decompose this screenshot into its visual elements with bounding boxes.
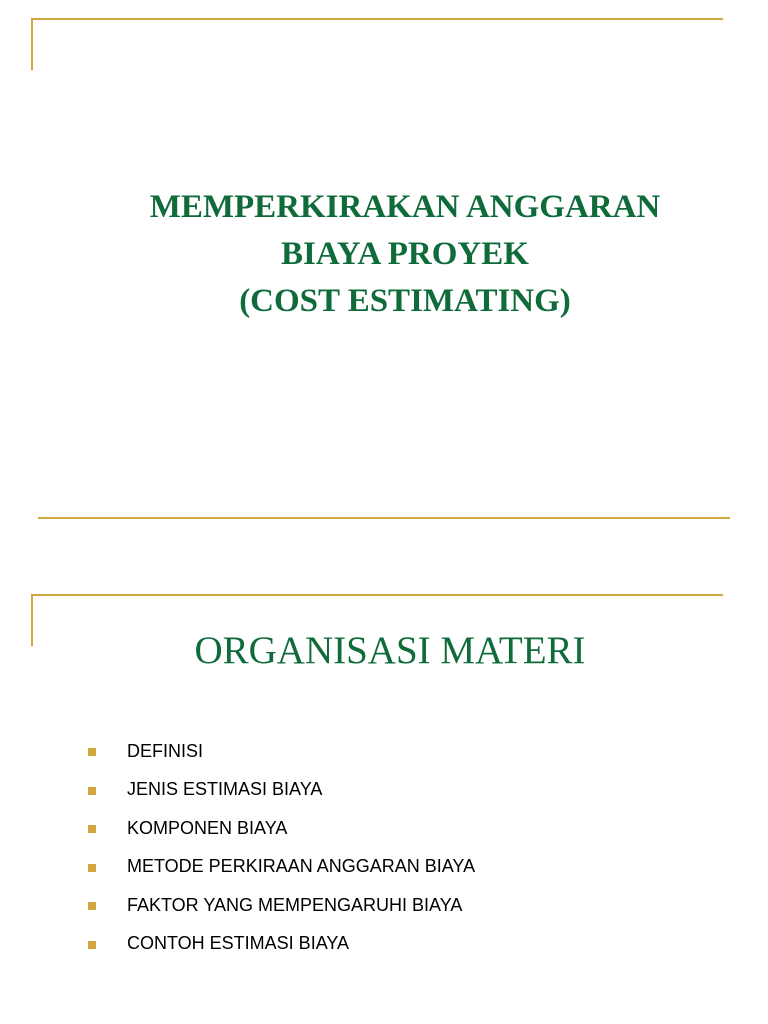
outline-list: [88, 732, 475, 963]
outline-heading: ORGANISASI MATERI: [194, 629, 586, 672]
list-item: [88, 732, 475, 771]
square-bullet-icon: [88, 748, 96, 756]
list-item-label: KOMPONEN BIAYA: [127, 817, 288, 838]
top-rule: [31, 18, 723, 20]
left-rule: [31, 18, 33, 70]
list-item-label: DEFINISI: [127, 740, 204, 761]
list-item-label: JENIS ESTIMASI BIAYA: [127, 779, 323, 800]
square-bullet-icon: [88, 902, 96, 910]
top-rule: [31, 594, 723, 596]
list-item-label: FAKTOR YANG MEMPENGARUHI BIAYA: [127, 894, 463, 915]
slide-outline: [0, 576, 768, 1024]
list-item: [88, 886, 475, 925]
list-item-label: CONTOH ESTIMASI BIAYA: [127, 933, 350, 954]
title-line: MEMPERKIRAKAN ANGGARAN: [149, 189, 661, 225]
slide-title-heading: [60, 184, 750, 325]
square-bullet-icon: [88, 864, 96, 872]
list-item: [88, 771, 475, 810]
left-rule: [31, 594, 33, 646]
square-bullet-icon: [88, 825, 96, 833]
title-line: BIAYA PROYEK: [281, 236, 529, 272]
bottom-rule: [38, 517, 730, 519]
list-item-label: METODE PERKIRAAN ANGGARAN BIAYA: [127, 856, 476, 877]
square-bullet-icon: [88, 787, 96, 795]
list-item: [88, 925, 475, 964]
title-line: (COST ESTIMATING): [239, 283, 571, 319]
list-item: [88, 848, 475, 887]
list-item: [88, 809, 475, 848]
square-bullet-icon: [88, 941, 96, 949]
